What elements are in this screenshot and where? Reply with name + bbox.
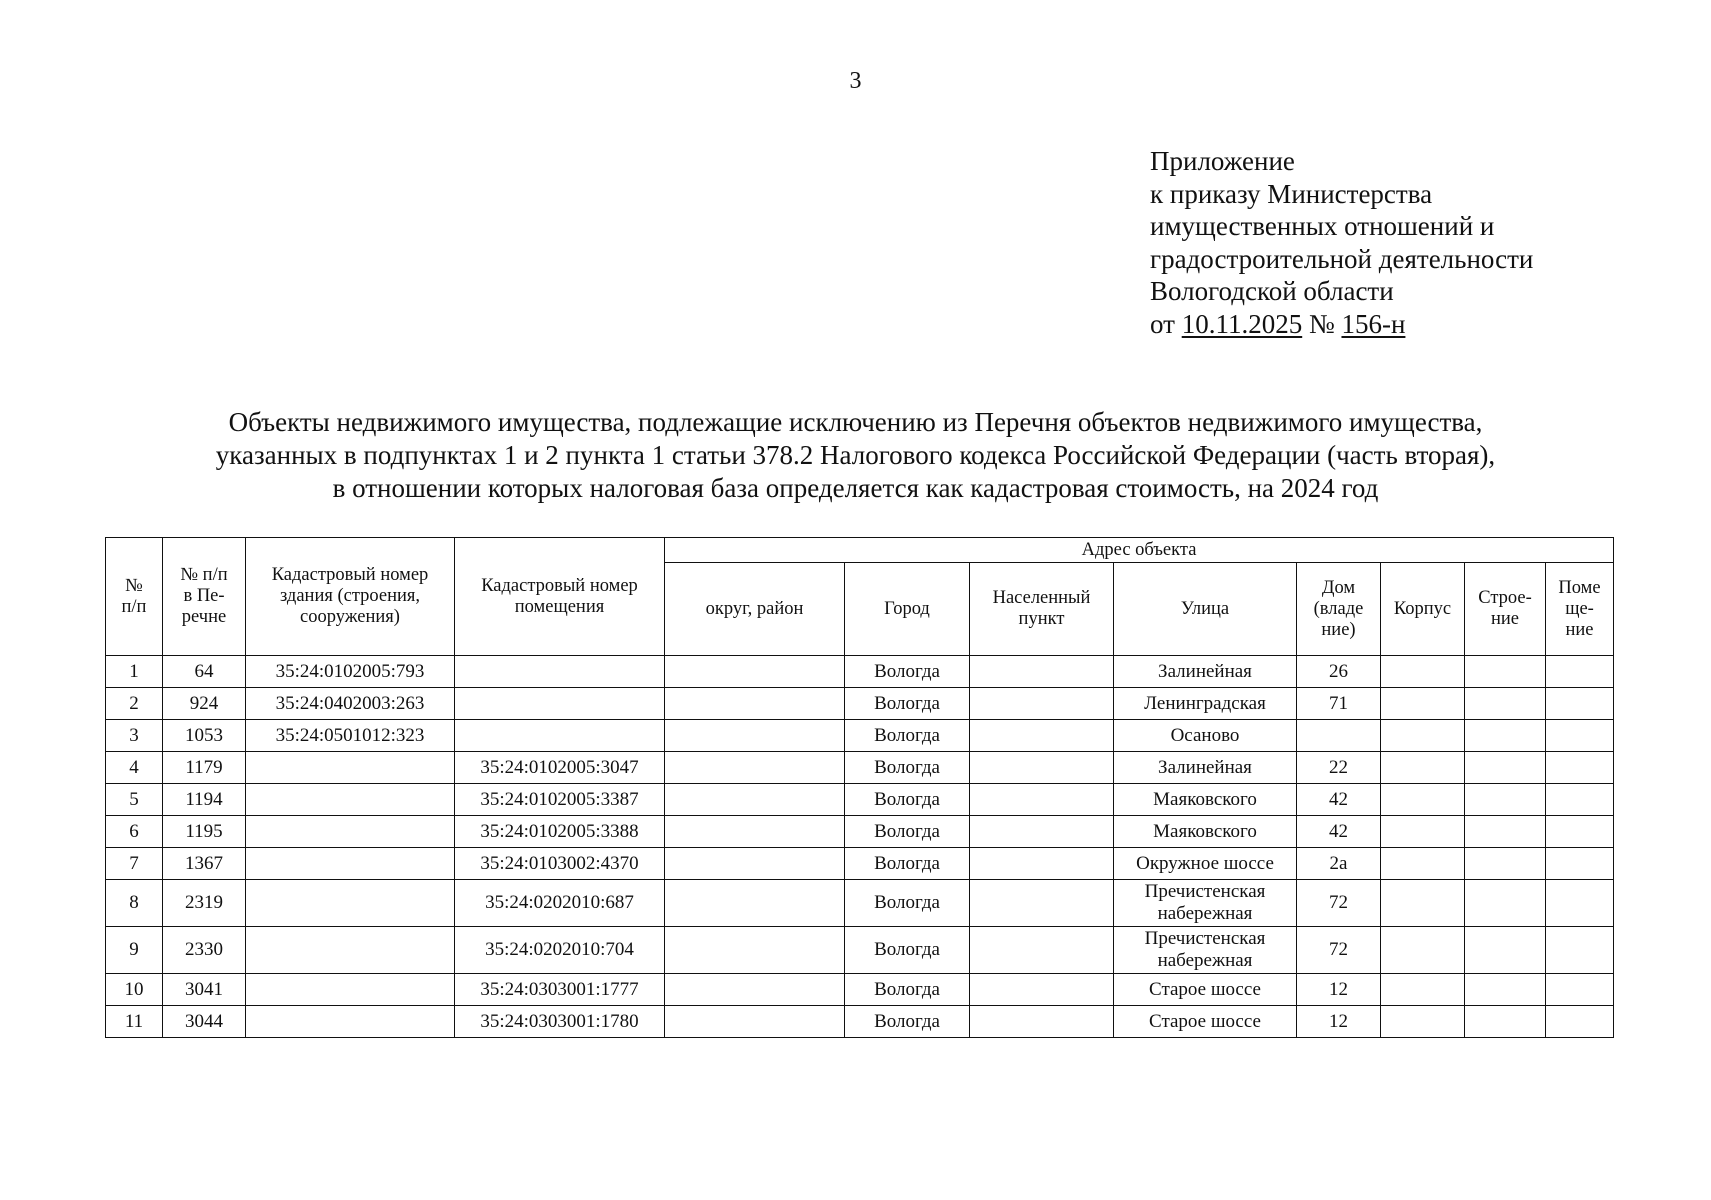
street-cell: Маяковского	[1114, 784, 1297, 816]
structure-cell	[1465, 656, 1546, 688]
appendix-line: к приказу Министерства	[1150, 178, 1433, 209]
table-row	[106, 784, 1614, 816]
appendix-line: Вологодской области	[1150, 276, 1394, 306]
room-cadastral-cell	[455, 688, 665, 720]
city-cell: Вологда	[845, 927, 970, 974]
building-cadastral-cell: 35:24:0102005:793	[246, 656, 455, 688]
street-cell: Маяковского	[1114, 816, 1297, 848]
building-cadastral-cell	[246, 784, 455, 816]
locality-cell	[970, 880, 1114, 927]
header-num: № п/п	[106, 538, 163, 656]
row-num-cell: 3	[106, 720, 163, 752]
header-building-cadastral: Кадастровый номер здания (строения, сооружения)	[246, 538, 455, 656]
list-num-cell: 1367	[163, 848, 246, 880]
list-num-cell: 1194	[163, 784, 246, 816]
room-cadastral-cell: 35:24:0303001:1777	[455, 974, 665, 1006]
structure-cell	[1465, 720, 1546, 752]
street-cell: Осаново	[1114, 720, 1297, 752]
locality-cell	[970, 720, 1114, 752]
header-house: Дом (владе ние)	[1297, 563, 1381, 656]
row-num-cell: 8	[106, 880, 163, 927]
house-cell: 12	[1297, 974, 1381, 1006]
city-cell: Вологда	[845, 720, 970, 752]
street-cell: Старое шоссе	[1114, 974, 1297, 1006]
row-num-cell: 6	[106, 816, 163, 848]
page-number: 3	[849, 68, 862, 94]
header-list-num: № п/п в Пе- речне	[163, 538, 246, 656]
block-cell	[1381, 848, 1465, 880]
list-num-cell: 2319	[163, 880, 246, 927]
row-num-cell: 11	[106, 1006, 163, 1038]
premises-cell	[1546, 752, 1614, 784]
street-cell: Пречистенская набережная	[1114, 927, 1297, 974]
premises-cell	[1546, 927, 1614, 974]
premises-cell	[1546, 720, 1614, 752]
city-cell: Вологда	[845, 1006, 970, 1038]
block-cell	[1381, 752, 1465, 784]
premises-cell	[1546, 688, 1614, 720]
house-cell: 42	[1297, 784, 1381, 816]
appendix-line: Приложение	[1150, 146, 1295, 176]
building-cadastral-cell	[246, 974, 455, 1006]
table-row	[106, 816, 1614, 848]
district-cell	[665, 816, 845, 848]
room-cadastral-cell: 35:24:0102005:3047	[455, 752, 665, 784]
structure-cell	[1465, 974, 1546, 1006]
table-row	[106, 720, 1614, 752]
header-address-group: Адрес объекта	[665, 538, 1614, 563]
block-cell	[1381, 656, 1465, 688]
street-cell: Пречистенская набережная	[1114, 880, 1297, 927]
appendix-line: имущественных отношений и	[1150, 211, 1495, 241]
block-cell	[1381, 1006, 1465, 1038]
structure-cell	[1465, 816, 1546, 848]
appendix-block	[1150, 145, 1533, 340]
header-room-cadastral: Кадастровый номер помещения	[455, 538, 665, 656]
row-num-cell: 1	[106, 656, 163, 688]
order-reference	[1150, 308, 1533, 341]
header-street: Улица	[1114, 563, 1297, 656]
district-cell	[665, 848, 845, 880]
locality-cell	[970, 848, 1114, 880]
title-line: в отношении которых налоговая база определяется как кадастровая стоимость, на 2024 год	[332, 473, 1379, 503]
locality-cell	[970, 656, 1114, 688]
house-cell: 2а	[1297, 848, 1381, 880]
room-cadastral-cell: 35:24:0202010:687	[455, 880, 665, 927]
block-cell	[1381, 720, 1465, 752]
document-title	[0, 406, 1711, 505]
list-num-cell: 1053	[163, 720, 246, 752]
street-cell: Окружное шоссе	[1114, 848, 1297, 880]
building-cadastral-cell	[246, 880, 455, 927]
district-cell	[665, 688, 845, 720]
structure-cell	[1465, 880, 1546, 927]
building-cadastral-cell	[246, 927, 455, 974]
block-cell	[1381, 974, 1465, 1006]
city-cell: Вологда	[845, 784, 970, 816]
city-cell: Вологда	[845, 974, 970, 1006]
title-line: Объекты недвижимого имущества, подлежащие исключению из Перечня объектов недвижимого имущества,	[228, 407, 1483, 437]
building-cadastral-cell	[246, 752, 455, 784]
table-body	[106, 656, 1614, 1038]
room-cadastral-cell: 35:24:0102005:3387	[455, 784, 665, 816]
locality-cell	[970, 784, 1114, 816]
street-cell: Залинейная	[1114, 656, 1297, 688]
order-number-sign: №	[1308, 308, 1335, 339]
structure-cell	[1465, 848, 1546, 880]
district-cell	[665, 927, 845, 974]
title-line: указанных в подпунктах 1 и 2 пункта 1 статьи 378.2 Налогового кодекса Российской Федерации (часть вторая),	[215, 440, 1496, 470]
objects-table	[105, 537, 1614, 1038]
table-row	[106, 1006, 1614, 1038]
room-cadastral-cell: 35:24:0103002:4370	[455, 848, 665, 880]
list-num-cell: 3041	[163, 974, 246, 1006]
structure-cell	[1465, 927, 1546, 974]
premises-cell	[1546, 880, 1614, 927]
building-cadastral-cell: 35:24:0402003:263	[246, 688, 455, 720]
list-num-cell: 2330	[163, 927, 246, 974]
room-cadastral-cell: 35:24:0102005:3388	[455, 816, 665, 848]
block-cell	[1381, 688, 1465, 720]
house-cell: 26	[1297, 656, 1381, 688]
table-row	[106, 752, 1614, 784]
house-cell: 72	[1297, 927, 1381, 974]
district-cell	[665, 752, 845, 784]
header-locality: Населенный пункт	[970, 563, 1114, 656]
locality-cell	[970, 688, 1114, 720]
house-cell: 72	[1297, 880, 1381, 927]
district-cell	[665, 880, 845, 927]
structure-cell	[1465, 752, 1546, 784]
table-header	[106, 538, 1614, 656]
table-row	[106, 688, 1614, 720]
district-cell	[665, 720, 845, 752]
table-row	[106, 656, 1614, 688]
room-cadastral-cell	[455, 656, 665, 688]
street-cell: Ленинградская	[1114, 688, 1297, 720]
row-num-cell: 9	[106, 927, 163, 974]
locality-cell	[970, 974, 1114, 1006]
appendix-line: градостроительной деятельности	[1150, 243, 1534, 274]
district-cell	[665, 974, 845, 1006]
house-cell: 12	[1297, 1006, 1381, 1038]
list-num-cell: 3044	[163, 1006, 246, 1038]
district-cell	[665, 784, 845, 816]
row-num-cell: 10	[106, 974, 163, 1006]
block-cell	[1381, 784, 1465, 816]
table-row	[106, 927, 1614, 974]
structure-cell	[1465, 784, 1546, 816]
order-date: 10.11.2025	[1181, 308, 1303, 339]
premises-cell	[1546, 1006, 1614, 1038]
header-block: Корпус	[1381, 563, 1465, 656]
premises-cell	[1546, 784, 1614, 816]
list-num-cell: 1179	[163, 752, 246, 784]
row-num-cell: 4	[106, 752, 163, 784]
city-cell: Вологда	[845, 656, 970, 688]
city-cell: Вологда	[845, 816, 970, 848]
locality-cell	[970, 816, 1114, 848]
table-row	[106, 880, 1614, 927]
district-cell	[665, 1006, 845, 1038]
building-cadastral-cell	[246, 1006, 455, 1038]
city-cell: Вологда	[845, 880, 970, 927]
house-cell: 22	[1297, 752, 1381, 784]
premises-cell	[1546, 816, 1614, 848]
header-structure: Строе- ние	[1465, 563, 1546, 656]
table-row	[106, 974, 1614, 1006]
row-num-cell: 2	[106, 688, 163, 720]
premises-cell	[1546, 848, 1614, 880]
order-prefix: от	[1150, 308, 1175, 339]
city-cell: Вологда	[845, 688, 970, 720]
building-cadastral-cell: 35:24:0501012:323	[246, 720, 455, 752]
street-cell: Залинейная	[1114, 752, 1297, 784]
room-cadastral-cell	[455, 720, 665, 752]
premises-cell	[1546, 974, 1614, 1006]
header-district: округ, район	[665, 563, 845, 656]
locality-cell	[970, 1006, 1114, 1038]
list-num-cell: 1195	[163, 816, 246, 848]
premises-cell	[1546, 656, 1614, 688]
room-cadastral-cell: 35:24:0202010:704	[455, 927, 665, 974]
row-num-cell: 5	[106, 784, 163, 816]
building-cadastral-cell	[246, 848, 455, 880]
city-cell: Вологда	[845, 848, 970, 880]
row-num-cell: 7	[106, 848, 163, 880]
block-cell	[1381, 816, 1465, 848]
locality-cell	[970, 927, 1114, 974]
locality-cell	[970, 752, 1114, 784]
district-cell	[665, 656, 845, 688]
room-cadastral-cell: 35:24:0303001:1780	[455, 1006, 665, 1038]
block-cell	[1381, 880, 1465, 927]
house-cell	[1297, 720, 1381, 752]
header-premises: Поме ще- ние	[1546, 563, 1614, 656]
structure-cell	[1465, 1006, 1546, 1038]
block-cell	[1381, 927, 1465, 974]
building-cadastral-cell	[246, 816, 455, 848]
structure-cell	[1465, 688, 1546, 720]
city-cell: Вологда	[845, 752, 970, 784]
table-row	[106, 848, 1614, 880]
house-cell: 71	[1297, 688, 1381, 720]
house-cell: 42	[1297, 816, 1381, 848]
order-number: 156-н	[1341, 308, 1406, 339]
list-num-cell: 924	[163, 688, 246, 720]
list-num-cell: 64	[163, 656, 246, 688]
header-city: Город	[845, 563, 970, 656]
street-cell: Старое шоссе	[1114, 1006, 1297, 1038]
